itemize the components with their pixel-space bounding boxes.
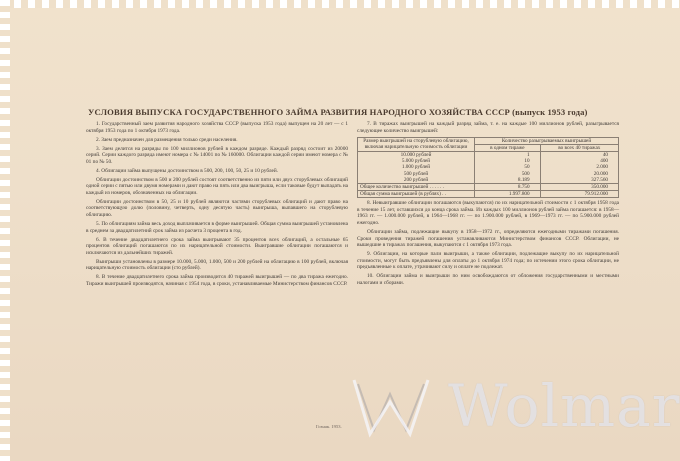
all-draws-cell: 400	[540, 158, 618, 164]
condition-paragraph: Облигации достоинством в 500 и 200 рублей состоят соответственно из пяти или двух сторублевых облигаций одной серии с пятью или двумя номерами и дают право на пять или два выигрыша, если таковые будут выпадать на каждый из номеров, обозначенных на облигации.	[86, 176, 349, 196]
total-sum-all: 79.912.000	[540, 191, 618, 198]
prize-size-cell: 10.000 рублей	[358, 152, 475, 159]
condition-paragraph: 1. Государственный заем развития народного хозяйства СССР (выпуска 1953 года) выпущен на 20 лет — с 1 октября 1953 года по 1 октября 1973 года.	[86, 121, 348, 134]
one-draw-header: в одном тираже	[475, 144, 541, 151]
total-count-row	[358, 184, 619, 191]
document-title: УСЛОВИЯ ВЫПУСКА ГОСУДАРСТВЕННОГО ЗАЙМА РАЗВИТИЯ НАРОДНОГО ХОЗЯЙСТВА СССР (выпуск 1953 года)	[88, 107, 588, 117]
condition-paragraph: 8. В течение двадцатилетнего срока займа производится 40 тиражей выигрышей — по два тиража ежегодно. Тиражи выигрышей производятся, начиная с 1954 года, в сроки, устанавливаемые Министерством финансов СССР.	[86, 274, 348, 287]
scan-edge-left	[0, 0, 10, 461]
watermark-text: Wolmar	[448, 372, 680, 440]
prize-size-cell: 500 рублей	[358, 171, 475, 177]
one-draw-cell: 8.189	[475, 177, 541, 184]
condition-paragraph: 8. Невыигравшие облигации погашаются (выкупаются) по их нарицательной стоимости с 1 октября 1958 года в течение 15 лет, оставшихся до конца срока займа. Из каждых 100 миллионов рублей займа погашается: в 1958—1963 гг. — 1.000.000 рублей, в 1964—1968 гг. — по 1.900.000 рублей, в 1969—1973 гг. — по 5.900.000 рублей ежегодно.	[357, 200, 619, 226]
all-draws-cell: 40	[540, 152, 618, 159]
wolmar-logo-icon	[344, 372, 440, 442]
one-draw-cell: 1	[475, 152, 541, 159]
prize-table	[357, 137, 619, 199]
all-draws-cell: 2.000	[540, 164, 618, 170]
all-draws-header: во всех 40 тиражах	[540, 144, 618, 151]
conditions-right-column	[357, 121, 619, 289]
one-draw-cell: 500	[475, 171, 541, 177]
condition-paragraph: Облигации достоинством в 50, 25 и 10 рублей являются частями сторублевых облигаций и дают право на соответствующую долю (половину, четверть, одну десятую часть) выигрыша, выпавшего на сторублевую облигацию.	[86, 198, 348, 218]
prize-size-header: Размер выигрышей на сторублевую облигацию, включая нарицательную стоимость облигации	[358, 137, 475, 151]
prize-count-header: Количество разыгрываемых выигрышей	[475, 137, 619, 144]
condition-paragraph: 2. Заем предназначен для размещения только среди населения.	[96, 136, 238, 143]
table-row	[358, 177, 619, 184]
one-draw-cell: 10	[475, 158, 541, 164]
one-draw-cell: 50	[475, 164, 541, 170]
all-draws-cell: 20.000	[540, 171, 618, 177]
scan-edge-top	[0, 0, 680, 8]
condition-paragraph: Облигации займа, подлежащие выкупу в 1958—1972 гг., определяются ежегодными тиражами погашения. Сроки проведения тиражей погашения устанавливаются Министерством финансов СССР. Облигации, не вышедшие в тиражах погашения, выкупаются с 1 октября 1973 года.	[357, 229, 619, 249]
prize-size-cell: 5.000 рублей	[358, 158, 475, 164]
printer-imprint: Гознак. 1953.	[316, 424, 342, 429]
total-count-one: 8.750	[475, 184, 541, 191]
condition-paragraph: 3. Заем делится на разряды по 100 миллионов рублей в каждом разряде. Каждый разряд состоит из 20000 серий. Серии каждого разряда имеют номера с № 14001 по № 160000. Облигации каждой серии имеют номера с № 01 по № 50.	[86, 145, 348, 165]
condition-paragraph: 4. Облигации займа выпущены достоинством в 500, 200, 100, 50, 25 и 10 рублей.	[96, 167, 279, 174]
condition-paragraph: 9. Облигации, на которые пали выигрыши, а также облигации, подлежащие выкупу по их нарицательной стоимости, могут быть предъявлены для оплаты до 1 октября 1974 года; по истечении этого срока облигации, не предъявленные к оплате, утрачивают силу и оплате не подлежат.	[357, 251, 619, 271]
prize-size-cell: 1.000 рублей	[358, 164, 475, 170]
table-row	[358, 152, 619, 159]
total-sum-label: Общая сумма выигрышей (в рублях) . .	[358, 191, 475, 198]
prize-intro: 7. В тиражах выигрышей на каждый разряд займа, т. е. на каждые 100 миллионов рублей, разыгрывается следующее количество выигрышей:	[357, 121, 619, 134]
prize-size-cell: 200 рублей	[358, 177, 475, 184]
condition-paragraph: 5. По облигациям займа весь доход выплачивается в форме выигрышей. Общая сумма выигрышей установлена в среднем за двадцатилетний срок займа из расчета 3 процента в год.	[86, 221, 348, 234]
total-count-label: Общее количество выигрышей . . . . . .	[358, 184, 475, 191]
condition-paragraph: 10. Облигации займа и выигрыши по ним освобождаются от обложения государственными и местными налогами и сборами.	[357, 273, 619, 286]
all-draws-cell: 327.560	[540, 177, 618, 184]
total-sum-row	[358, 191, 619, 198]
conditions-left-column	[86, 121, 348, 290]
total-sum-one: 1.997.800	[475, 191, 541, 198]
condition-paragraph: Выигрыши установлены в размере 10.000, 5.000, 1.000, 500 и 200 рублей на облигацию в 100 рублей, включая нарицательную стоимость облигации (сто рублей).	[86, 258, 348, 272]
total-count-all: 350.000	[540, 184, 618, 191]
condition-paragraph: 6. В течение двадцатилетнего срока займа выигрывают 35 процентов всех облигаций, а остальные 65 процентов облигаций погашаются по их нарицательной стоимости. Выигравшие облигации погашаются и исключаются из дальнейших тиражей.	[86, 236, 348, 256]
